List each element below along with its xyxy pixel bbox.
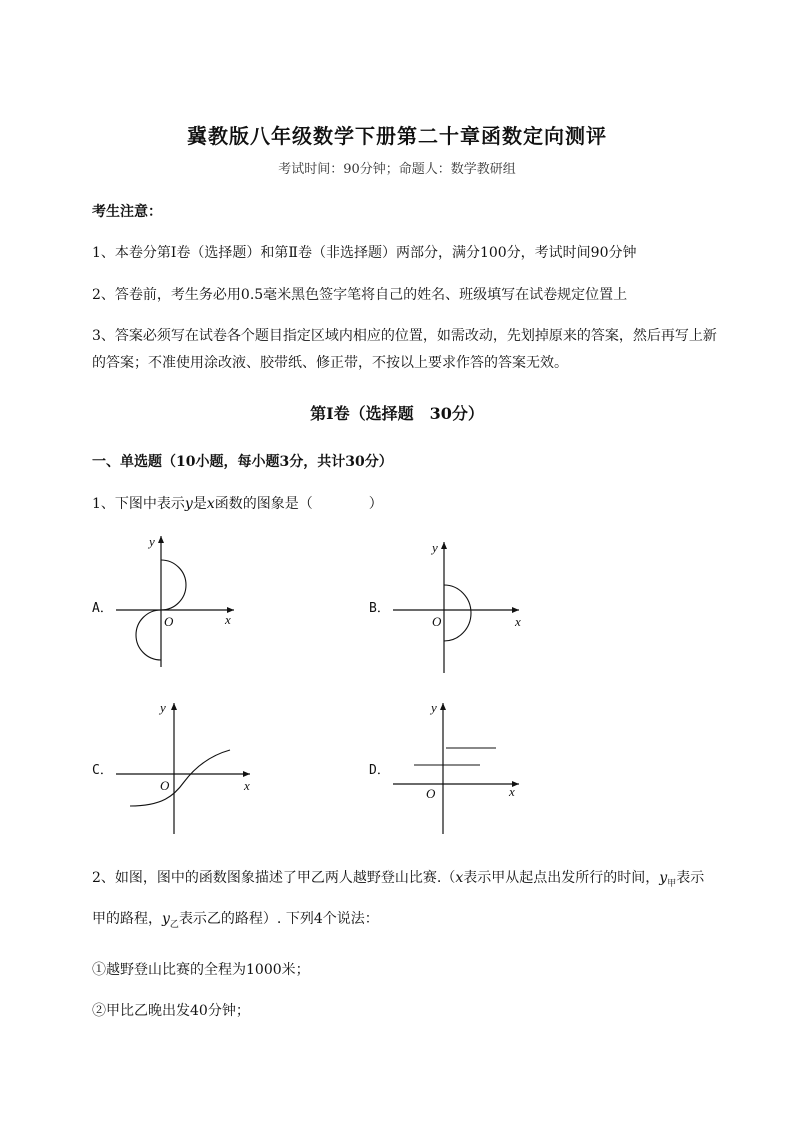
y-axis-label: y (431, 700, 437, 715)
y-axis-label: y (160, 700, 166, 715)
option-b-label[interactable]: B． (369, 601, 390, 616)
q2-sub-yi: 乙 (169, 919, 179, 930)
q2-var-y-jia: y (659, 870, 668, 886)
option-d-graph[interactable] (389, 700, 527, 835)
q2-line1-mid: 表示甲从起点出发所行的时间， (463, 870, 660, 886)
upper-semicircle (161, 560, 186, 610)
note-item-3-line2: 的答案；不准使用涂改液、胶带纸、修正带，不按以上要求作答的答案无效。 (92, 355, 568, 371)
q1-prefix: 1、下图中表示 (92, 496, 185, 512)
note-item-3-line1: 3、答案必须写在试卷各个题目指定区域内相应的位置，如需改动，先划掉原来的答案，然后再写上新 (92, 328, 717, 344)
q1-mid: 是 (192, 496, 207, 512)
option-d-label[interactable]: D． (369, 763, 390, 778)
y-axis-label: y (149, 534, 155, 549)
q2-var-x: x (455, 870, 464, 886)
origin-label: O (160, 778, 170, 793)
page-title: 冀教版八年级数学下册第二十章函数定向测评 (187, 124, 607, 148)
option-c-label[interactable]: C． (92, 763, 113, 778)
q1-suffix: 函数的图象是（ ） (214, 496, 383, 512)
q2-line2-prefix: 甲的路程， (92, 911, 162, 927)
q2-line1-prefix: 2、如图，图中的函数图象描述了甲乙两人越野登山比赛.（ (92, 870, 456, 886)
option-b-graph[interactable] (389, 538, 527, 673)
note-item-2: 2、答卷前，考生务必用0.5毫米黑色签字笔将自己的姓名、班级填写在试卷规定位置上 (92, 287, 628, 303)
q2-line2-suffix: 表示乙的路程）. 下列4个说法： (178, 911, 379, 927)
s-curve (130, 750, 230, 806)
origin-label: O (432, 614, 442, 629)
right-semicircle (444, 585, 471, 641)
notes-heading: 考生注意： (92, 204, 162, 220)
lower-semicircle (136, 610, 161, 660)
q2-sub-jia: 甲 (667, 878, 677, 889)
option-a-label[interactable]: A． (92, 601, 113, 616)
question-1-stem (92, 493, 383, 513)
part-heading: 一、单选题（10小题，每小题3分，共计30分） (92, 454, 393, 470)
option-c-graph[interactable] (112, 700, 257, 835)
q2-statement-2: ②甲比乙晚出发40分钟； (92, 1003, 250, 1019)
x-axis-label: x (515, 614, 521, 629)
q2-var-y-yi: y (162, 911, 170, 927)
q1-var-x: x (206, 496, 215, 512)
q2-statement-1: ①越野登山比赛的全程为1000米； (92, 962, 310, 978)
y-axis-label: y (432, 540, 438, 555)
question-2-stem-line2 (92, 908, 379, 930)
note-item-1: 1、本卷分第Ⅰ卷（选择题）和第Ⅱ卷（非选择题）两部分，满分100分，考试时间90分钟 (92, 245, 637, 261)
origin-label: O (164, 614, 174, 629)
q2-line1-suffix: 表示 (676, 870, 705, 886)
option-a-graph[interactable] (112, 532, 247, 667)
section-title: 第Ⅰ卷（选择题 30分） (310, 404, 484, 423)
origin-label: O (426, 786, 436, 801)
x-axis-label: x (225, 612, 231, 627)
question-2-stem-line1 (92, 867, 704, 889)
x-axis-label: x (244, 778, 250, 793)
q1-var-y: y (184, 496, 193, 512)
exam-info: 考试时间：90分钟；命题人：数学教研组 (278, 162, 516, 177)
x-axis-label: x (509, 784, 515, 799)
